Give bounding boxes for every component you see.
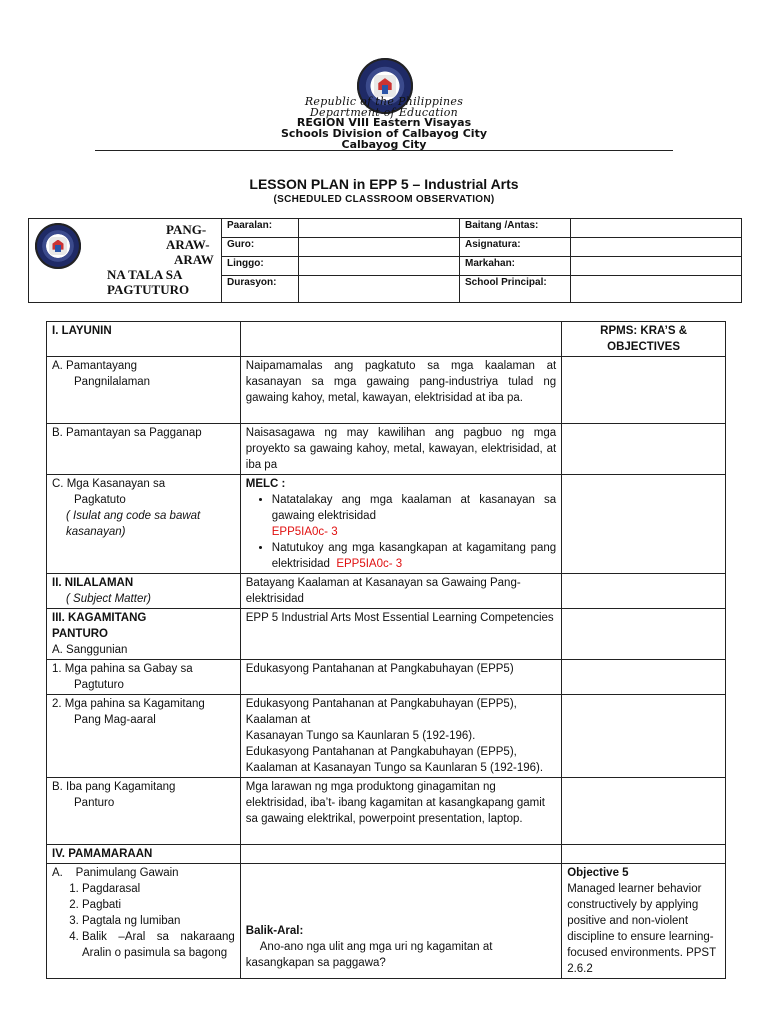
list-item: 4. Balik –Aral sa nakaraang Aralin o pasimula sa bagong <box>82 929 235 961</box>
deped-seal-small <box>35 223 81 269</box>
principal-label: School Principal: <box>460 276 571 303</box>
melc-cell <box>240 475 561 574</box>
nilalaman-label: II. NILALAMAN ( Subject Matter) <box>47 574 241 609</box>
table-row <box>47 424 726 475</box>
list-item: 3. Pagtala ng lumiban <box>82 913 235 929</box>
melc-list <box>246 492 556 572</box>
city-line: Calbayog City <box>341 138 427 151</box>
list-item: 1. Pagdarasal <box>82 881 235 897</box>
table-row <box>47 574 726 609</box>
na-tala-label: NA TALA SA <box>107 267 183 282</box>
linggo-label: Linggo: <box>222 257 299 276</box>
linggo-value[interactable] <box>299 257 460 276</box>
table-row <box>47 778 726 845</box>
asignatura-value[interactable] <box>571 238 742 257</box>
kasanayan-label: C. Mga Kasanayan sa Pagkatuto ( Isulat ang code sa bawat kasanayan) <box>47 475 241 574</box>
table-row <box>47 695 726 778</box>
table-row <box>47 322 726 357</box>
melc-code: EPP5IA0c- 3 <box>336 558 403 570</box>
daily-log-cell <box>29 219 222 303</box>
rpms-heading: RPMS: KRA’S & OBJECTIVES <box>562 322 726 357</box>
info-table <box>28 218 742 303</box>
asignatura-label: Asignatura: <box>460 238 571 257</box>
guro-label: Guro: <box>222 238 299 257</box>
table-row <box>47 864 726 979</box>
kagamitan-text: EPP 5 Industrial Arts Most Essential Learning Competencies <box>240 609 561 660</box>
pamantayang-label: A. Pamantayang Pangnilalaman <box>47 357 241 424</box>
steps-list <box>52 881 235 961</box>
paaralan-label: Paaralan: <box>222 219 299 238</box>
gabay-label: 1. Mga pahina sa Gabay sa Pagtuturo <box>47 660 241 695</box>
nilalaman-text: Batayang Kaalaman at Kasanayan sa Gawaing Pang-elektrisidad <box>240 574 561 609</box>
iba-label: B. Iba pang Kagamitang Panturo <box>47 778 241 845</box>
list-item: • Natutukoy ang mga kasangkapan at kagamitang pang elektrisidad EPP5IA0c- 3 <box>272 540 556 572</box>
pagganap-text: Naisasagawa ng may kawilihan ang pagbuo ng mga proyekto sa gawaing kahoy, metal, kawayan, elektrisidad, at iba pa <box>240 424 561 475</box>
balik-aral-label: Balik-Aral: <box>245 925 304 937</box>
markahan-label: Markahan: <box>460 257 571 276</box>
republic-line: Republic of the Philippines <box>304 95 464 108</box>
pang-label: PANG- <box>166 222 207 237</box>
pagganap-label: B. Pamantayan sa Pagganap <box>47 424 241 475</box>
balik-aral-text: Ano-ano nga ulit ang mga uri ng kagamitan at kasangkapan sa paggawa? <box>245 941 493 969</box>
kagamitan-label: III. KAGAMITANG PANTURO A. Sanggunian <box>47 609 241 660</box>
pagtuturo-label: PAGTUTURO <box>107 282 190 297</box>
mag-aaral-label: 2. Mga pahina sa Kagamitang Pang Mag-aaral <box>47 695 241 778</box>
objective-cell <box>562 864 726 979</box>
layunin-heading: I. LAYUNIN <box>47 322 241 357</box>
division-line: Schools Division of Calbayog City <box>280 127 487 140</box>
melc-label: MELC : <box>245 478 286 490</box>
gabay-text: Edukasyong Pantahanan at Pangkabuhayan (EPP5) <box>240 660 561 695</box>
department-line: Department of Education <box>309 106 459 119</box>
pamamaraan-heading: IV. PAMAMARAAN <box>47 845 241 864</box>
mag-aaral-text: Edukasyong Pantahanan at Pangkabuhayan (EPP5), Kaalaman at Kasanayan Tungo sa Kaunlaran 5 (192-196). Edukasyong Pantahanan at Pangkabuhayan (EPP5), Kaalaman at Kasanayan Tungo sa Kaunlaran 5 (192-196). <box>240 695 561 778</box>
table-row <box>47 357 726 424</box>
araw-label: ARAW- <box>166 237 210 252</box>
pamantayang-text: Naipamamalas ang pagkatuto sa mga kaalaman at kasanayan sa mga gawaing pang-industriya tulad ng gawaing kahoy, metal, kawayan, elektrisidad at iba pa. <box>240 357 561 424</box>
principal-value[interactable] <box>571 276 742 303</box>
list-item: 2. Pagbati <box>82 897 235 913</box>
iba-text: Mga larawan ng mga produktong ginagamitan ng elektrisidad, iba’t- ibang kagamitan at kasangkapang gamit sa gawaing elektrikal, powerpoint presentation, laptop. <box>240 778 561 845</box>
durasyon-label: Durasyon: <box>222 276 299 303</box>
paaralan-value[interactable] <box>299 219 460 238</box>
araw2-label: ARAW <box>174 252 214 267</box>
table-row <box>47 660 726 695</box>
baitang-label: Baitang /Antas: <box>460 219 571 238</box>
markahan-value[interactable] <box>571 257 742 276</box>
table-row <box>47 475 726 574</box>
panimula-cell: A. Panimulang Gawain 1. Pagdarasal 2. Pagbati 3. Pagtala ng lumiban 4. Balik –Aral sa nakaraang Aralin o pasimula sa bagong <box>47 864 241 979</box>
region-line: REGION VIII Eastern Visayas <box>296 116 472 129</box>
table-row <box>47 845 726 864</box>
baitang-value[interactable] <box>571 219 742 238</box>
objective-title: Objective 5 <box>567 867 629 879</box>
page-title: LESSON PLAN in EPP 5 – Industrial Arts <box>249 176 519 192</box>
lesson-plan-table <box>46 321 726 979</box>
table-row <box>47 609 726 660</box>
list-item: • Natatalakay ang mga kaalaman at kasanayan sa gawaing elektrisidad EPP5IA0c- 3 <box>272 492 556 540</box>
page-subtitle: (SCHEDULED CLASSROOM OBSERVATION) <box>273 194 495 205</box>
durasyon-value[interactable] <box>299 276 460 303</box>
melc-code: EPP5IA0c- 3 <box>271 526 338 538</box>
guro-value[interactable] <box>299 238 460 257</box>
balik-aral-cell <box>240 864 561 979</box>
objective-text: Managed learner behavior constructively by applying positive and non-violent discipline to ensure learning-focused environments. PPST 2.6.2 <box>567 883 716 975</box>
header-divider <box>95 150 673 151</box>
